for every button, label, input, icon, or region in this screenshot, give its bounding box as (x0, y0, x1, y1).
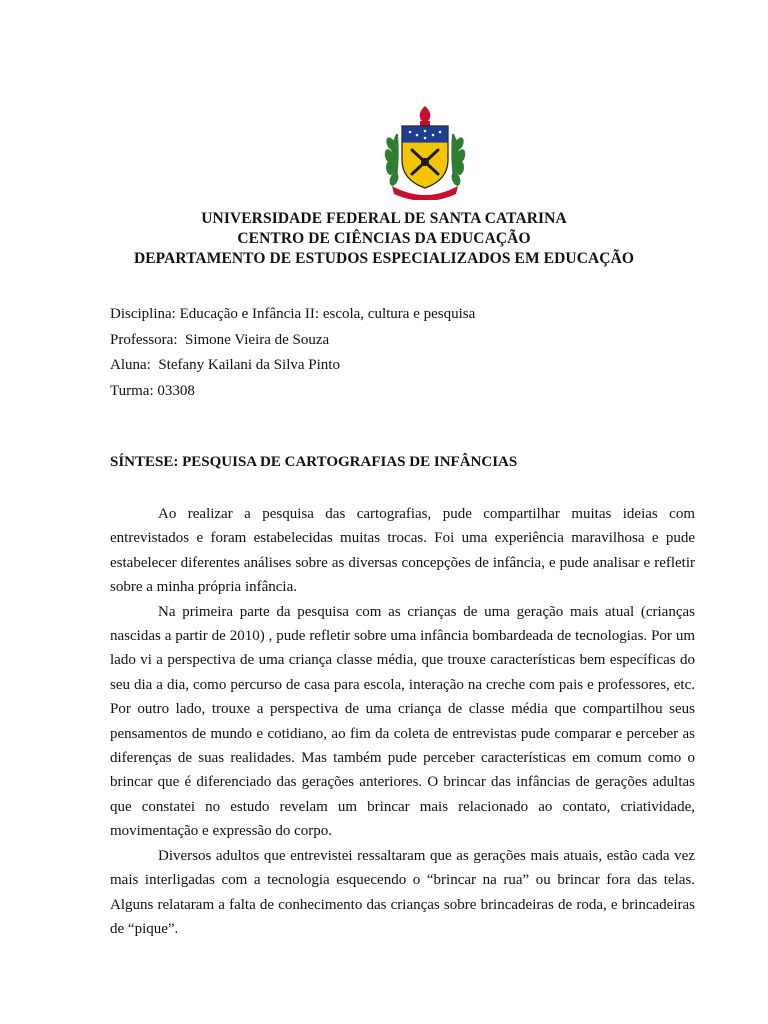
disciplina-label: Disciplina: (110, 306, 176, 322)
center-name: CENTRO DE CIÊNCIAS DA EDUCAÇÃO (237, 230, 531, 247)
document-header (0, 209, 768, 269)
university-name: UNIVERSIDADE FEDERAL DE SANTA CATARINA (201, 210, 567, 227)
professora-row (110, 328, 475, 354)
body-paragraph: Na primeira parte da pesquisa com as crianças de uma geração mais atual (crianças nascidas a partir de 2010) , pude refletir sobre uma infância bombardeada de tecnologias. Por um lado vi a perspectiva de uma criança classe média, que trouxe características bem específicas do seu dia a dia, como percurso de casa para escola, interação na creche com pais e professores, etc. Por outro lado, trouxe a perspectiva de uma criança de classe média que compartilhou seus pensamentos de mundo e cotidiano, ao fim da coleta de entrevistas pude comparar e perceber as diferenças de suas realidades. Mas também pude perceber características em comum como o brincar que é diferenciado das gerações anteriores. O brincar das infâncias de gerações adultas que constatei no estudo revelam um brincar mais relacionado ao contato, criatividade, movimentação e expressão do corpo. (110, 603, 695, 840)
disciplina-row (110, 302, 475, 328)
body-paragraph: Ao realizar a pesquisa das cartografias, pude compartilhar muitas ideias com entrevistados e foram estabelecidas muitas trocas. Foi uma experiência maravilhosa e pude estabelecer diferentes análises sobre as diversas concepções de infância, e pude analisar e refletir sobre a minha própria infância. (110, 506, 695, 596)
aluna-label: Aluna: (110, 357, 151, 373)
synthesis-title: SÍNTESE: PESQUISA DE CARTOGRAFIAS DE INFÂNCIAS (110, 454, 518, 470)
document-metadata (110, 302, 475, 404)
disciplina-value: Educação e Infância II: escola, cultura e pesquisa (179, 306, 476, 322)
professora-label: Professora: (110, 331, 178, 348)
professora-value: Simone Vieira de Souza (185, 331, 330, 348)
turma-value: 03308 (157, 382, 195, 399)
turma-label: Turma: (110, 382, 154, 399)
document-body (110, 502, 695, 941)
aluna-row (110, 353, 475, 379)
body-paragraph: Diversos adultos que entrevistei ressaltaram que as gerações mais atuais, estão cada vez mais interligadas com a tecnologia esquecendo o “brincar na rua” ou brincar fora das telas. Alguns relataram a falta de conhecimento das crianças sobre brincadeiras de roda, e brincadeiras de “pique”. (110, 847, 695, 937)
aluna-value: Stefany Kailani da Silva Pinto (158, 357, 340, 373)
university-crest-icon (378, 104, 472, 200)
turma-row (110, 379, 475, 405)
department-name: DEPARTAMENTO DE ESTUDOS ESPECIALIZADOS EM EDUCAÇÃO (133, 250, 635, 267)
